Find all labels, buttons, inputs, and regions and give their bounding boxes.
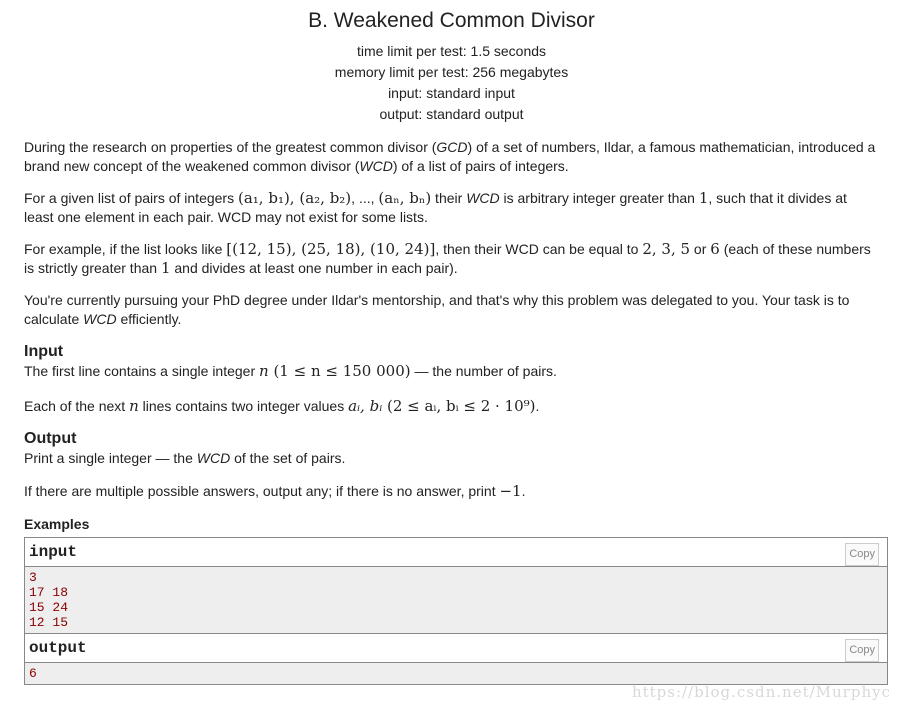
input-spec: input: standard input: [388, 85, 515, 101]
output-line-1: [24, 449, 880, 468]
wcd-term: WCD: [359, 158, 393, 174]
wcd-term: WCD: [83, 311, 117, 327]
text: Each of the next: [24, 398, 130, 414]
math-n: n: [129, 397, 139, 415]
copy-output-button[interactable]: Copy: [845, 639, 879, 662]
example-input-header: [25, 538, 887, 567]
text: The first line contains a single integer: [24, 363, 260, 379]
math-ab-range: (2 ≤ aᵢ, bᵢ ≤ 2 · 10⁹): [382, 397, 536, 415]
text: of the set of pairs.: [230, 450, 346, 466]
wcd-term: WCD: [466, 190, 500, 206]
math-minus-one: −1: [499, 482, 522, 500]
math-one: 1: [698, 189, 709, 207]
text: — the number of pairs.: [410, 363, 557, 379]
examples-title: Examples: [24, 516, 90, 532]
math-list: [(12, 15), (25, 18), (10, 24)]: [226, 240, 436, 258]
statement-paragraph-1: [24, 138, 880, 176]
text: efficiently.: [116, 311, 182, 327]
text: and divides at least one number in each pair).: [170, 260, 458, 276]
text: You're currently pursuing your PhD degree under Ildar's mentorship, and that's why this problem was delegated to you. Your task is to calculate: [24, 292, 850, 327]
text: or: [690, 241, 711, 257]
output-section-title: Output: [24, 430, 77, 447]
problem-statement: [24, 138, 880, 685]
example-box: [24, 537, 888, 685]
gcd-term: GCD: [436, 139, 468, 155]
text: For a given list of pairs of integers: [24, 190, 238, 206]
math-n: n: [259, 362, 269, 380]
text: For example, if the list looks like: [24, 241, 227, 257]
text: lines contains two integer values: [138, 398, 349, 414]
text: is arbitrary integer greater than: [499, 190, 699, 206]
math-one: 1: [160, 259, 171, 277]
statement-paragraph-4: [24, 291, 880, 329]
example-output-text[interactable]: 6: [25, 663, 887, 684]
text: .: [535, 398, 540, 414]
memory-limit: memory limit per test: 256 megabytes: [334, 64, 569, 80]
text: their: [431, 190, 467, 206]
input-section-title: Input: [24, 343, 64, 360]
example-output-label: output: [29, 639, 87, 657]
text: , such that it divides at least one element in each pair. WCD may not exist for some lists.: [24, 190, 847, 225]
statement-paragraph-3: [24, 240, 880, 278]
math-pair-n: (aₙ, bₙ): [378, 189, 432, 207]
text: Print a single integer — the: [24, 450, 197, 466]
math-pairs: (a₁, b₁), (a₂, b₂): [238, 189, 352, 207]
text: During the research on properties of the greatest common divisor (: [24, 139, 437, 155]
statement-paragraph-2: [24, 189, 880, 227]
watermark: https://blog.csdn.net/Murphyc: [631, 683, 891, 701]
input-line-1: [24, 362, 880, 381]
example-output-header: [25, 633, 887, 663]
example-input-text[interactable]: 3 17 18 15 24 12 15: [25, 567, 887, 633]
text: ) of a list of pairs of integers.: [392, 158, 569, 174]
wcd-term: WCD: [196, 450, 231, 466]
input-line-2: [24, 397, 880, 416]
math-values: 2, 3, 5: [642, 240, 691, 258]
output-line-2: [24, 482, 880, 501]
math-n-range: (1 ≤ n ≤ 150 000): [268, 362, 411, 380]
math-six: 6: [710, 240, 720, 258]
problem-title: B. Weakened Common Divisor: [308, 9, 595, 32]
text: , ...,: [351, 190, 379, 206]
copy-input-button[interactable]: Copy: [845, 543, 879, 566]
text: (each of these numbers is strictly greater than: [24, 241, 871, 276]
text: If there are multiple possible answers, output any; if there is no answer, print: [24, 483, 500, 499]
math-ab: aᵢ, bᵢ: [348, 397, 383, 415]
output-spec: output: standard output: [379, 106, 524, 122]
example-input-label: input: [29, 543, 78, 561]
text: ) of a set of numbers, Ildar, a famous mathematician, introduced a brand new concept of the weakened common divisor (: [24, 139, 876, 174]
time-limit: time limit per test: 1.5 seconds: [356, 43, 547, 59]
text: .: [521, 483, 526, 499]
text: , then their WCD can be equal to: [435, 241, 643, 257]
problem-header: [0, 0, 903, 125]
